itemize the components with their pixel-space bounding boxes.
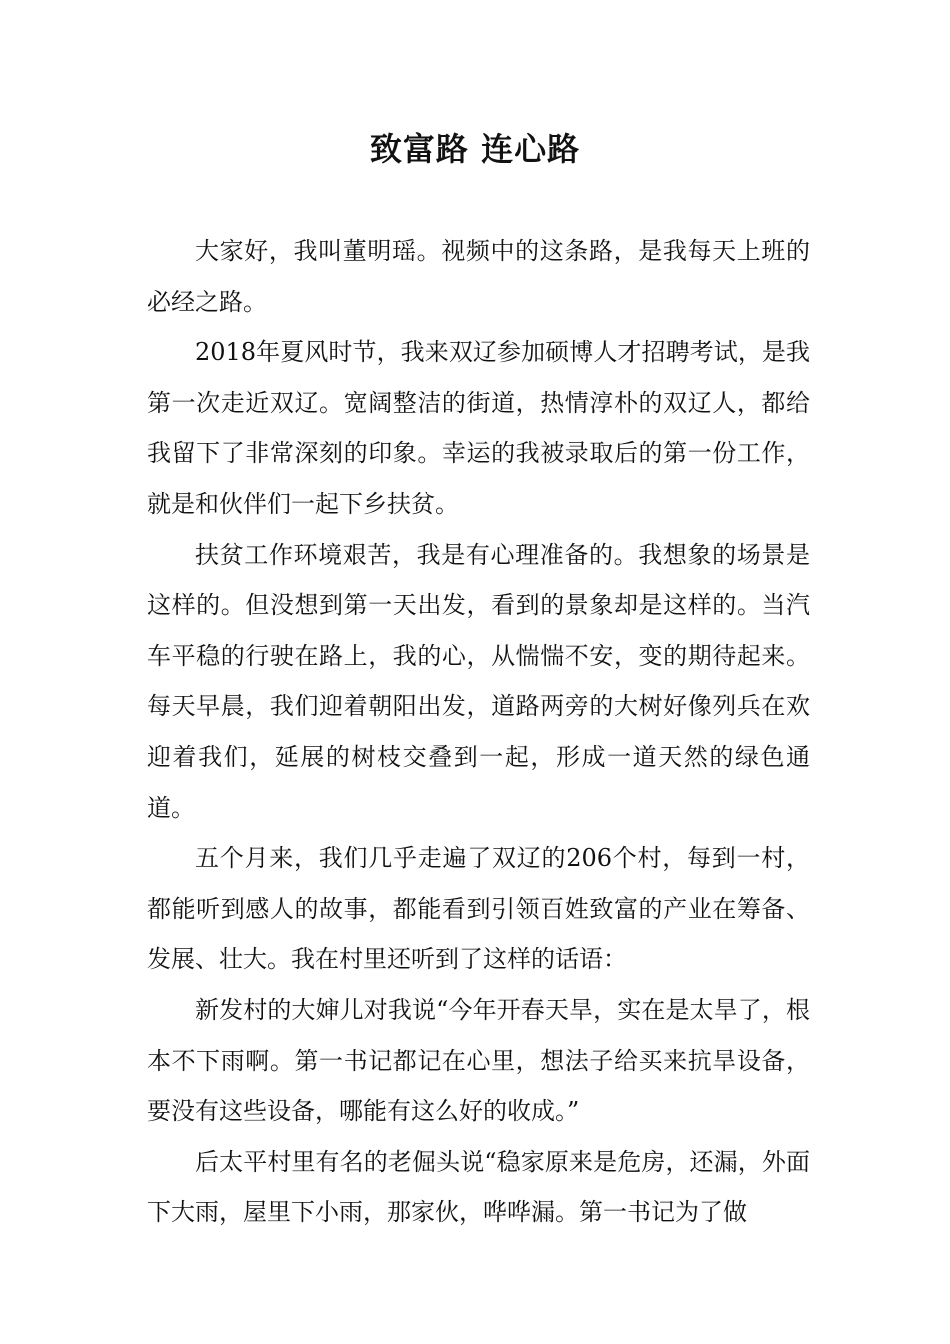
paragraph-houtaiping-village: 后太平村里有名的老倔头说“稳家原来是危房，还漏，外面下大雨，屋里下小雨，那家伙，哗哗漏。第一书记为了做 — [147, 1147, 810, 1227]
paragraph-xinfa-village: 新发村的大婶儿对我说“今年开春天旱，实在是太旱了，根本不下雨啊。第一书记都记在心里，想法子给买来抗旱设备，要没有这些设备，哪能有这么好的收成。” — [147, 995, 810, 1126]
document-title: 致富路 连心路 — [369, 130, 581, 168]
paragraph-village-visits: 五个月来，我们几乎走遍了双辽的206个村，每到一村，都能听到感人的故事，都能看到引领百姓致富的产业在筹备、发展、壮大。我在村里还听到了这样的话语： — [147, 844, 810, 974]
paragraph-poverty-work: 扶贫工作环境艰苦，我是有心理准备的。我想象的场景是这样的。但没想到第一天出发，看到的景象却是这样的。当汽车平稳的行驶在路上，我的心，从惴惴不安，变的期待起来。每天早晨，我们迎着朝阳出发，道路两旁的大树好像列兵在欢迎着我们，延展的树枝交叠到一起，形成一道天然的绿色通道。 — [147, 540, 810, 822]
document-body — [147, 226, 810, 1238]
paragraph-greeting: 大家好，我叫董明瑶。视频中的这条路，是我每天上班的必经之路。 — [147, 237, 810, 316]
paragraph-arrival: 2018年夏风时节，我来双辽参加硕博人才招聘考试，是我第一次走近双辽。宽阔整洁的街道，热情淳朴的双辽人，都给我留下了非常深刻的印象。幸运的我被录取后的第一份工作，就是和伙伴们一起下乡扶贫。 — [147, 338, 810, 518]
